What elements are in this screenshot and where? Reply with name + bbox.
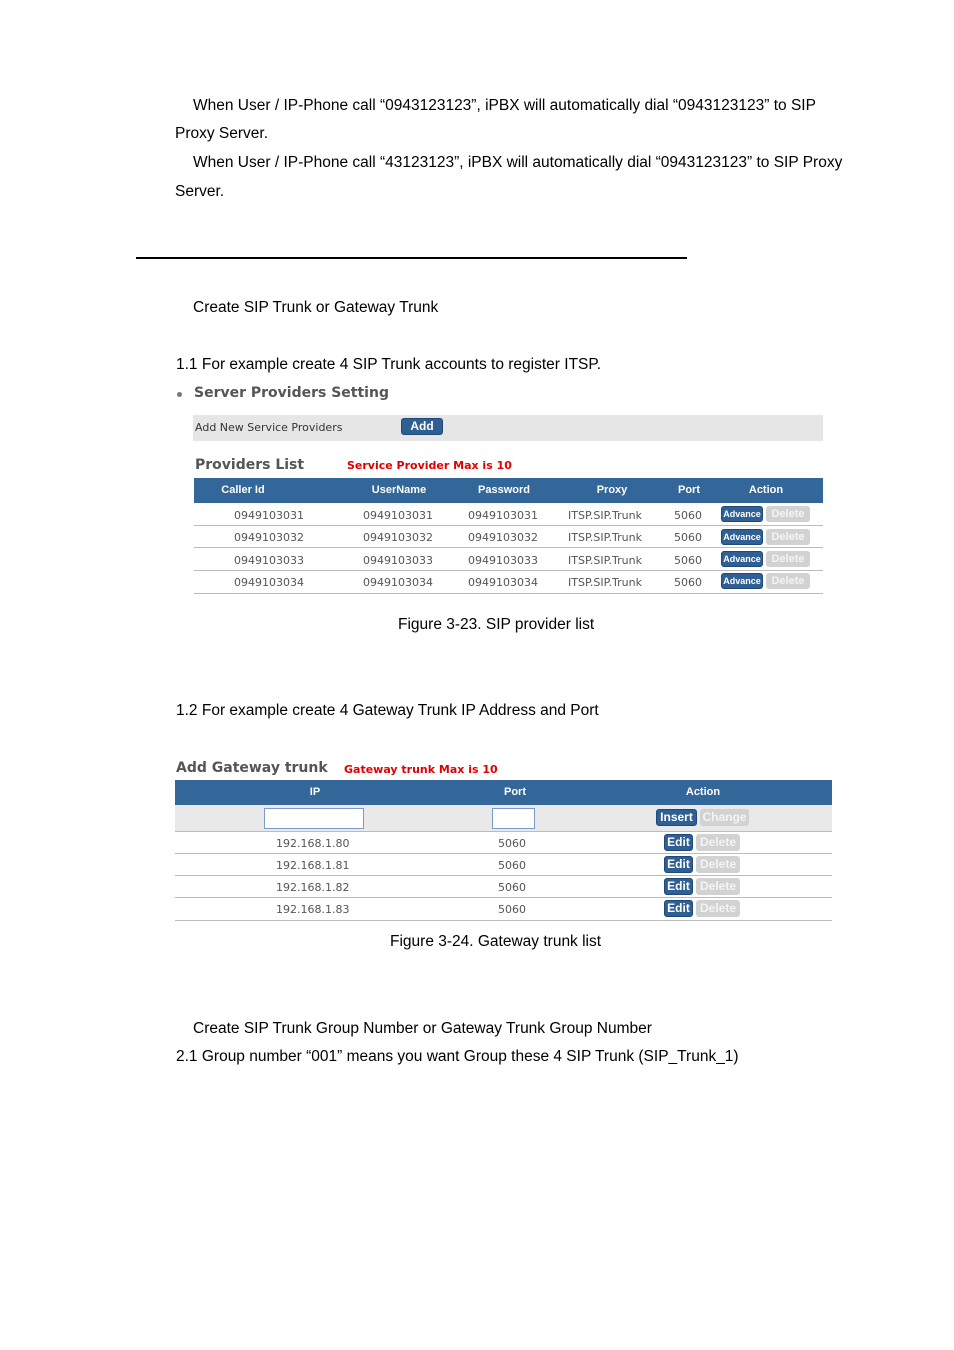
port-cell: 5060 [498, 903, 526, 916]
gateway-table-header [175, 780, 832, 805]
ip-cell: 192.168.1.80 [276, 837, 350, 850]
advance-button[interactable]: Advance [721, 529, 763, 545]
delete-button[interactable]: Delete [766, 506, 810, 522]
change-button[interactable]: Change [700, 809, 749, 826]
edit-button[interactable]: Edit [664, 878, 693, 895]
gateway-input-row [175, 805, 832, 832]
table-row [194, 503, 823, 526]
edit-button[interactable]: Edit [664, 834, 693, 851]
table-row [175, 854, 832, 876]
ip-cell: 192.168.1.81 [276, 859, 350, 872]
add-provider-button[interactable]: Add [401, 418, 443, 435]
delete-button[interactable]: Delete [696, 834, 740, 851]
ip-cell: 192.168.1.83 [276, 903, 350, 916]
insert-button[interactable]: Insert [656, 809, 697, 826]
port-cell: 5060 [674, 554, 702, 567]
proxy-cell: ITSP.SIP.Trunk [568, 576, 642, 589]
add-gateway-trunk-title: Add Gateway trunk [176, 760, 328, 776]
providers-screenshot [170, 380, 830, 605]
proxy-cell: ITSP.SIP.Trunk [568, 509, 642, 522]
column-header-port: Port [504, 786, 526, 798]
column-header-username: UserName [371, 484, 427, 496]
table-row [175, 832, 832, 854]
advance-button[interactable]: Advance [721, 573, 763, 589]
advance-button[interactable]: Advance [721, 551, 763, 567]
table-row [175, 898, 832, 921]
step-1-1-text: 1.1 For example create 4 SIP Trunk accounts to register ITSP. [176, 356, 602, 373]
intro-paragraph-1-line-2: Proxy Server. [175, 125, 269, 142]
ip-cell: 192.168.1.82 [276, 881, 350, 894]
delete-button[interactable]: Delete [696, 900, 740, 917]
edit-button[interactable]: Edit [664, 900, 693, 917]
delete-button[interactable]: Delete [766, 551, 810, 567]
port-cell: 5060 [498, 837, 526, 850]
caller-id-cell: 0949103034 [234, 576, 304, 589]
gateway-max-note: Gateway trunk Max is 10 [344, 763, 498, 776]
server-providers-setting-title: Server Providers Setting [194, 385, 389, 401]
advance-button[interactable]: Advance [721, 506, 763, 522]
username-cell: 0949103033 [363, 554, 433, 567]
caller-id-cell: 0949103031 [234, 509, 304, 522]
figure-3-23-caption: Figure 3-23. SIP provider list [398, 616, 595, 633]
caller-id-cell: 0949103032 [234, 531, 304, 544]
username-cell: 0949103034 [363, 576, 433, 589]
delete-button[interactable]: Delete [766, 573, 810, 589]
port-cell: 5060 [674, 576, 702, 589]
intro-paragraph-2-line-1: When User / IP-Phone call “43123123”, iPBX will automatically dial “0943123123” to SIP Proxy [193, 154, 843, 171]
add-provider-label: Add New Service Providers [195, 421, 343, 434]
step-2-1-text: 2.1 Group number “001” means you want Group these 4 SIP Trunk (SIP_Trunk_1) [176, 1048, 739, 1065]
proxy-cell: ITSP.SIP.Trunk [568, 531, 642, 544]
figure-3-24-caption: Figure 3-24. Gateway trunk list [390, 933, 602, 950]
port-cell: 5060 [674, 531, 702, 544]
intro-paragraph-1-line-1: When User / IP-Phone call “0943123123”, iPBX will automatically dial “0943123123” to SIP [193, 97, 816, 114]
table-row [194, 571, 823, 594]
providers-table-header [194, 478, 823, 503]
section-divider [136, 257, 687, 259]
step-1-heading: Create SIP Trunk or Gateway Trunk [193, 299, 439, 316]
column-header-ip: IP [309, 786, 321, 798]
username-cell: 0949103032 [363, 531, 433, 544]
providers-list-title: Providers List [195, 457, 305, 473]
caller-id-cell: 0949103033 [234, 554, 304, 567]
gateway-screenshot [174, 756, 834, 926]
column-header-password: Password [478, 484, 530, 496]
bullet-icon [177, 392, 182, 397]
table-row [194, 548, 823, 571]
password-cell: 0949103034 [468, 576, 538, 589]
step-2-heading: Create SIP Trunk Group Number or Gateway Trunk Group Number [193, 1020, 652, 1037]
password-cell: 0949103032 [468, 531, 538, 544]
port-input[interactable] [492, 808, 535, 829]
delete-button[interactable]: Delete [766, 529, 810, 545]
delete-button[interactable]: Delete [696, 856, 740, 873]
intro-paragraph-2-line-2: Server. [175, 183, 225, 200]
column-header-action: Action [685, 786, 721, 798]
add-provider-bar [193, 415, 823, 441]
ip-input[interactable] [264, 808, 364, 829]
table-row [194, 526, 823, 548]
username-cell: 0949103031 [363, 509, 433, 522]
proxy-cell: ITSP.SIP.Trunk [568, 554, 642, 567]
delete-button[interactable]: Delete [696, 878, 740, 895]
table-row [175, 876, 832, 898]
port-cell: 5060 [498, 859, 526, 872]
provider-max-note: Service Provider Max is 10 [347, 459, 512, 472]
password-cell: 0949103031 [468, 509, 538, 522]
column-header-port: Port [678, 484, 700, 496]
password-cell: 0949103033 [468, 554, 538, 567]
column-header-proxy: Proxy [596, 484, 628, 496]
edit-button[interactable]: Edit [664, 856, 693, 873]
port-cell: 5060 [674, 509, 702, 522]
step-1-2-text: 1.2 For example create 4 Gateway Trunk IP Address and Port [176, 702, 599, 719]
column-header-caller-id: Caller Id [221, 484, 265, 496]
column-header-action: Action [748, 484, 784, 496]
port-cell: 5060 [498, 881, 526, 894]
